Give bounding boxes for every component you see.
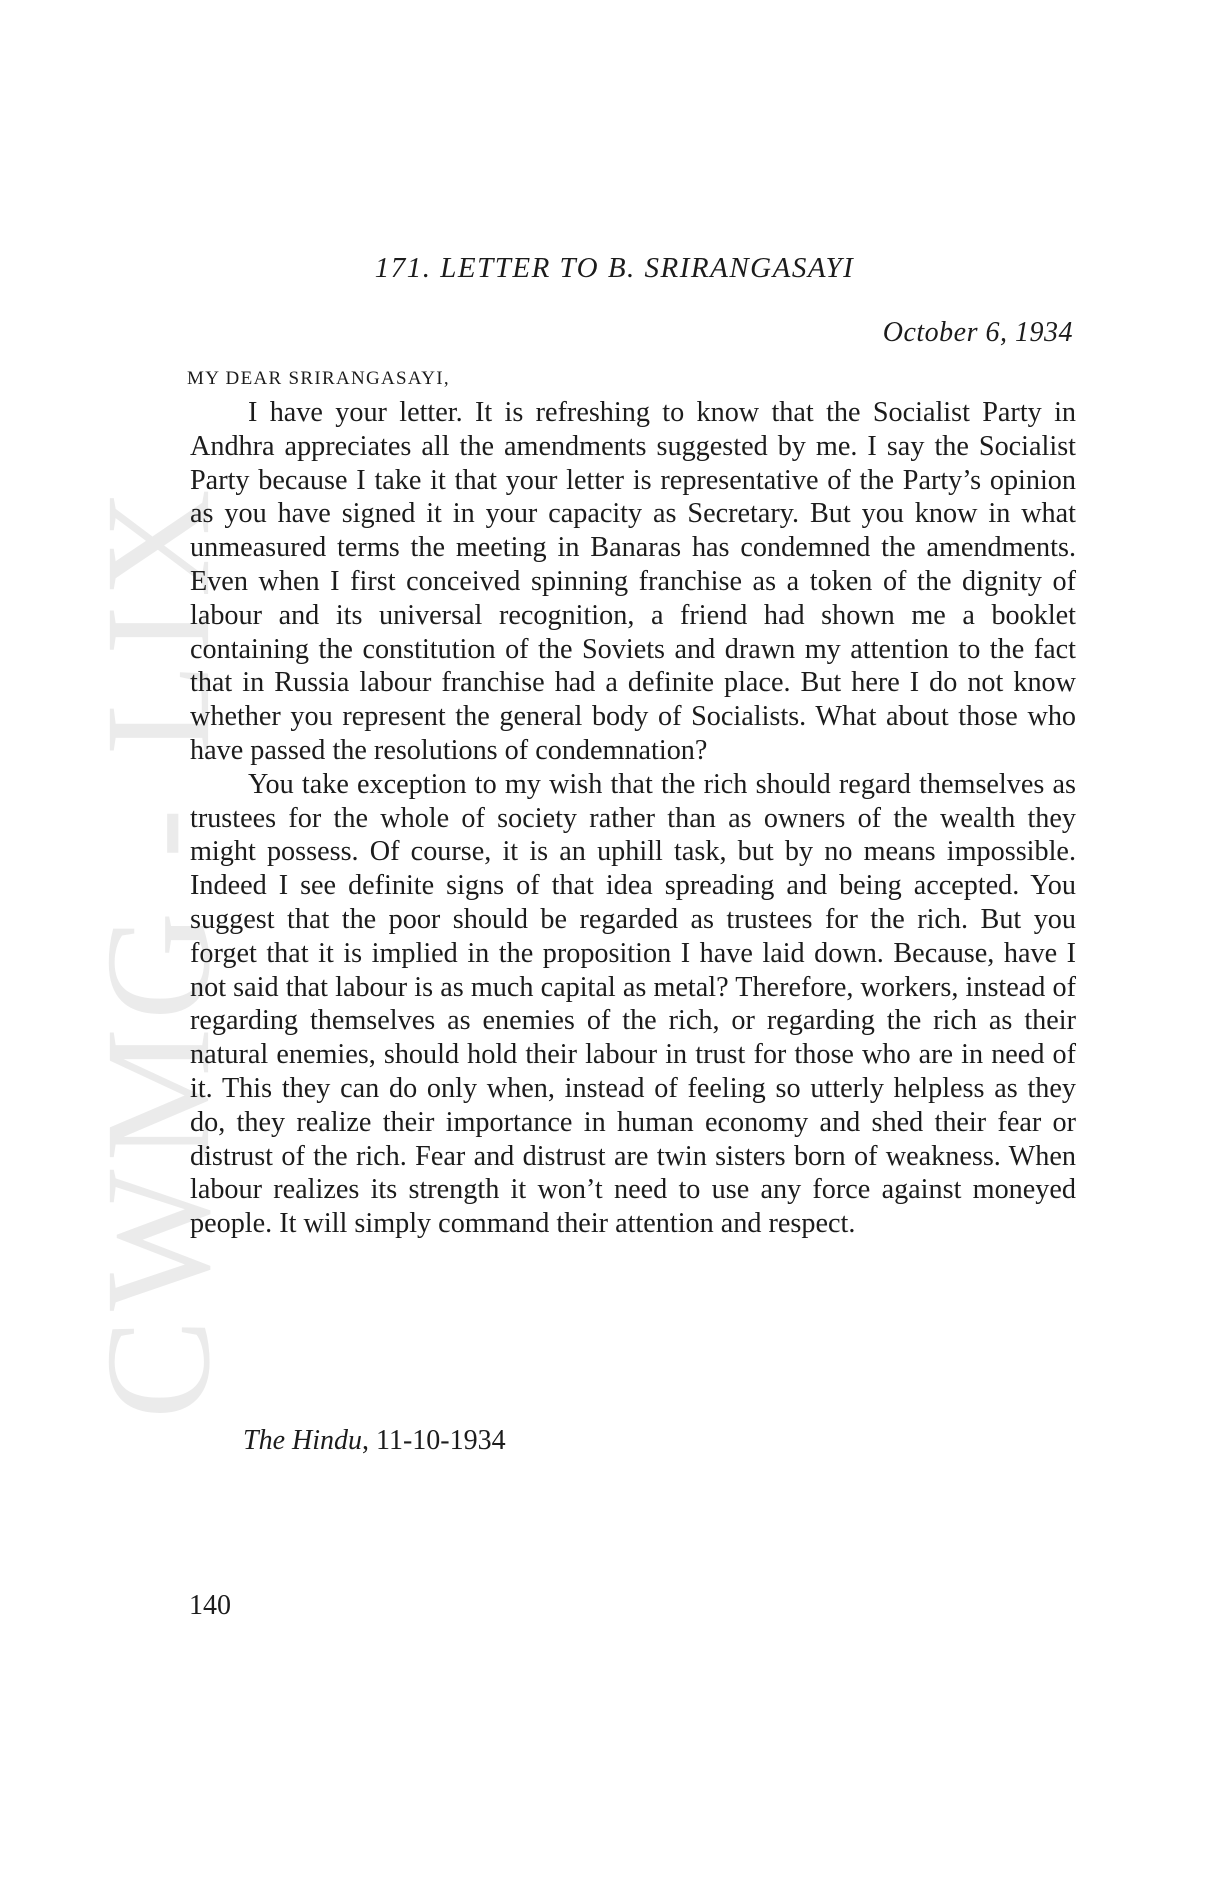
source-publication: The Hindu bbox=[243, 1425, 362, 1456]
paragraph-2: You take exception to my wish that the rich should regard themselves as trustees for the whole of society rather than as owners of the wealth they might possess. Of course, it is an uphill task, but by no means impossible. Indeed I see definite signs of that idea spreading and being accepted. You suggest that the poor should be regarded as trustees for the rich. But you forget that it is implied in the proposition I have laid down. Because, have I not said that labour is as much capital as metal? Therefore, workers, instead of regarding themselves as enemies of the rich, or regarding the rich as their natural enemies, should hold their labour in trust for those who are in need of it. This they can do only when, instead of feeling so utterly helpless as they do, they realize their importance in human economy and shed their fear or distrust of the rich. Fear and distrust are twin sisters born of weakness. When labour realizes its strength it won’t need to use any force against moneyed people. It will simply command their attention and respect. bbox=[190, 768, 1076, 1240]
salutation: MY DEAR SRIRANGASAYI, bbox=[187, 368, 450, 389]
source-date: , 11-10-1934 bbox=[362, 1425, 506, 1456]
source-citation bbox=[243, 1425, 506, 1457]
page-title: 171. LETTER TO B. SRIRANGASAYI bbox=[374, 252, 855, 284]
letter-body bbox=[190, 396, 1076, 1241]
paragraph-1: I have your letter. It is refreshing to know that the Socialist Party in Andhra appreciates all the amendments suggested by me. I say the Socialist Party because I take it that your letter is representative of the Party’s opinion as you have signed it in your capacity as Secretary. But you know in what unmeasured terms the meeting in Banaras has condemned the amendments. Even when I first conceived spinning franchise as a token of the dignity of labour and its universal recognition, a friend had shown me a booklet containing the constitution of the Soviets and drawn my attention to the fact that in Russia labour franchise had a definite place. But here I do not know whether you represent the general body of Socialists. What about those who have passed the resolutions of condemnation? bbox=[190, 397, 1076, 766]
page-number: 140 bbox=[189, 1590, 231, 1621]
letter-date: October 6, 1934 bbox=[882, 317, 1073, 348]
watermark bbox=[75, 480, 241, 1420]
watermark-text: CWMG - LIX bbox=[75, 480, 241, 1420]
